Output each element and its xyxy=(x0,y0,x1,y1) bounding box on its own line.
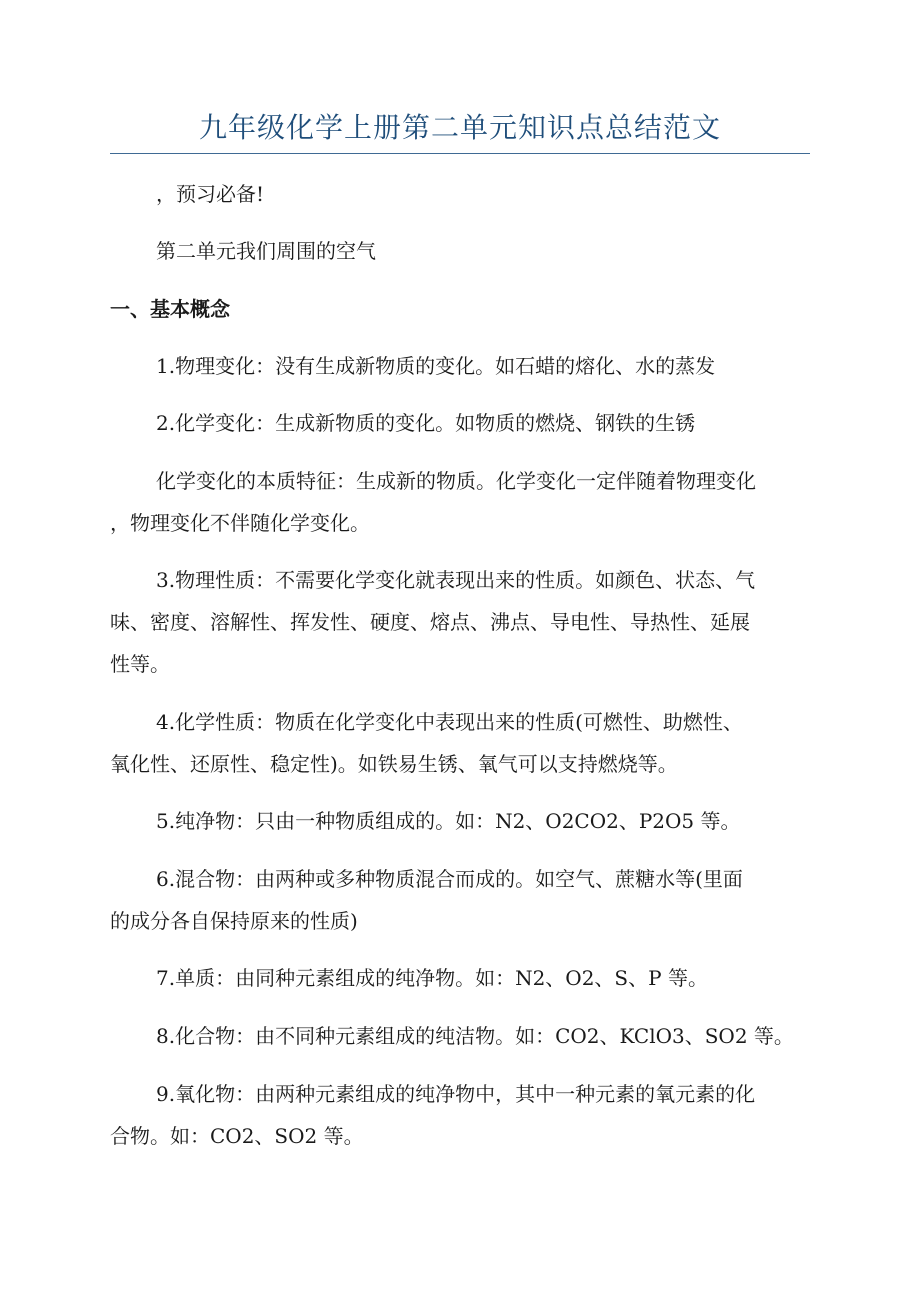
title-underline xyxy=(110,153,810,154)
item-8: 8.化合物：由不同种元素组成的纯洁物。如：CO2、KClO3、SO2 等。 xyxy=(156,1024,794,1048)
section-heading: 一、基本概念 xyxy=(110,297,230,321)
intro-text: ，预习必备! xyxy=(156,182,265,206)
item-6-line-2: 的成分各自保持原来的性质) xyxy=(110,909,358,933)
item-4-line-2: 氧化性、还原性、稳定性)。如铁易生锈、氧气可以支持燃烧等。 xyxy=(110,752,678,776)
item-3-line-1: 3.物理性质：不需要化学变化就表现出来的性质。如颜色、状态、气 xyxy=(156,568,756,592)
essence-line-2: ，物理变化不伴随化学变化。 xyxy=(110,511,370,535)
item-3-line-3: 性等。 xyxy=(110,652,170,676)
essence-line-1: 化学变化的本质特征：生成新的物质。化学变化一定伴随着物理变化 xyxy=(156,469,756,493)
item-4-line-1: 4.化学性质：物质在化学变化中表现出来的性质(可燃性、助燃性、 xyxy=(156,710,743,734)
unit-title: 第二单元我们周围的空气 xyxy=(156,239,376,263)
item-9-line-2: 合物。如：CO2、SO2 等。 xyxy=(110,1124,364,1148)
item-5: 5.纯净物：只由一种物质组成的。如：N2、O2CO2、P2O5 等。 xyxy=(156,809,741,833)
item-3-line-2: 味、密度、溶解性、挥发性、硬度、熔点、沸点、导电性、导热性、延展 xyxy=(110,610,750,634)
item-9-line-1: 9.氧化物：由两种元素组成的纯净物中，其中一种元素的氧元素的化 xyxy=(156,1082,756,1106)
item-1: 1.物理变化：没有生成新物质的变化。如石蜡的熔化、水的蒸发 xyxy=(156,354,716,378)
document-title: 九年级化学上册第二单元知识点总结范文 xyxy=(198,111,721,144)
item-7: 7.单质：由同种元素组成的纯净物。如：N2、O2、S、P 等。 xyxy=(156,966,708,990)
item-2: 2.化学变化：生成新物质的变化。如物质的燃烧、钢铁的生锈 xyxy=(156,411,696,435)
item-6-line-1: 6.混合物：由两种或多种物质混合而成的。如空气、蔗糖水等(里面 xyxy=(156,867,743,891)
